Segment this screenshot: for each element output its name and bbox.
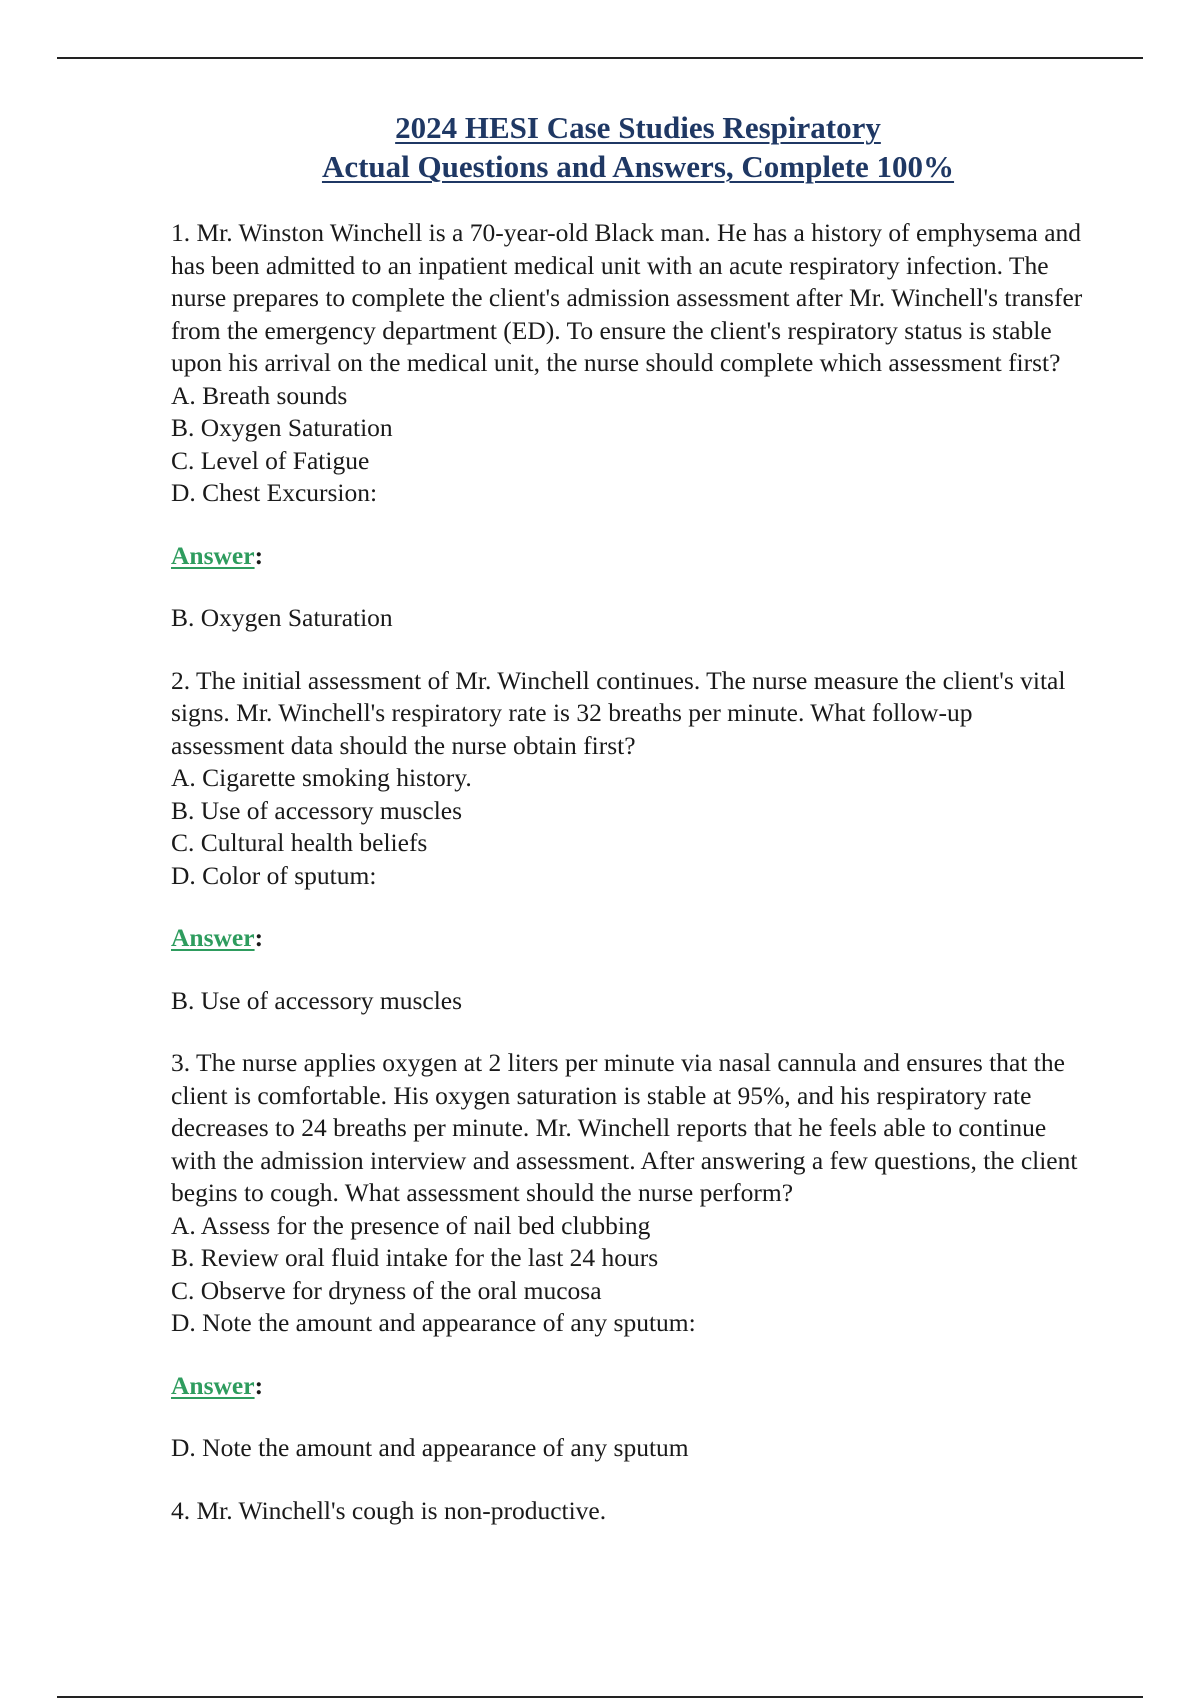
option-a: A. Cigarette smoking history. (171, 763, 472, 792)
option-d: D. Note the amount and appearance of any sputum: (171, 1308, 696, 1337)
option-d: D. Chest Excursion: (171, 478, 378, 507)
question-2 (171, 665, 1091, 1018)
option-c: C. Cultural health beliefs (171, 828, 428, 857)
answer-options (171, 762, 1091, 892)
answer-value: B. Use of accessory muscles (171, 985, 463, 1015)
bottom-rule (57, 1696, 1143, 1698)
answer-label: Answer: (171, 1370, 264, 1400)
question-text: 3. The nurse applies oxygen at 2 liters per minute via nasal cannula and ensures that the client is comfortable. His oxygen saturation is stable at 95%, and his respiratory rate decreases to 24 breaths per minute. Mr. Winchell reports that he feels able to continue with the admission interview and assessment. After answering a few questions, the client begins to cough. What assessment should the nurse perform? (171, 1048, 1078, 1207)
option-d: D. Color of sputum: (171, 860, 377, 890)
answer-options (171, 1210, 1091, 1340)
question-text: 1. Mr. Winston Winchell is a 70-year-old Black man. He has a history of emphysema and has been admitted to an inpatient medical unit with an acute respiratory infection. The nurse prepares to complete the client's admission assessment after Mr. Winchell's transfer from the emergency department (ED). To ensure the client's respiratory status is stable upon his arrival on the medical unit, the nurse should complete which assessment first? (171, 218, 1083, 377)
answer-value: B. Oxygen Saturation (171, 603, 393, 632)
option-c: C. Observe for dryness of the oral mucosa (171, 1275, 602, 1305)
option-b: B. Oxygen Saturation (171, 413, 393, 442)
answer-options (171, 380, 1091, 510)
option-b: B. Review oral fluid intake for the last 24 hours (171, 1243, 659, 1272)
document-body (171, 217, 1091, 1527)
answer-label: Answer: (171, 923, 264, 952)
question-1 (171, 217, 1091, 635)
document-title (0, 108, 1200, 186)
answer-label: Answer: (171, 540, 264, 570)
question-text: 4. Mr. Winchell's cough is non-productive. (171, 1495, 607, 1525)
title-line-2: Actual Questions and Answers, Complete 100% (321, 149, 955, 184)
question-4 (171, 1495, 1091, 1528)
option-b: B. Use of accessory muscles (171, 795, 463, 825)
option-a: A. Breath sounds (171, 380, 348, 410)
title-line-1: 2024 HESI Case Studies Respiratory (395, 110, 881, 145)
answer-value: D. Note the amount and appearance of any sputum (171, 1433, 689, 1462)
option-a: A. Assess for the presence of nail bed clubbing (171, 1210, 651, 1240)
option-c: C. Level of Fatigue (171, 445, 370, 475)
question-3 (171, 1047, 1091, 1465)
top-rule (57, 57, 1143, 59)
question-text: 2. The initial assessment of Mr. Winchell continues. The nurse measure the client's vital signs. Mr. Winchell's respiratory rate is 32 breaths per minute. What follow-up assessment data should the nurse obtain first? (171, 665, 1066, 760)
